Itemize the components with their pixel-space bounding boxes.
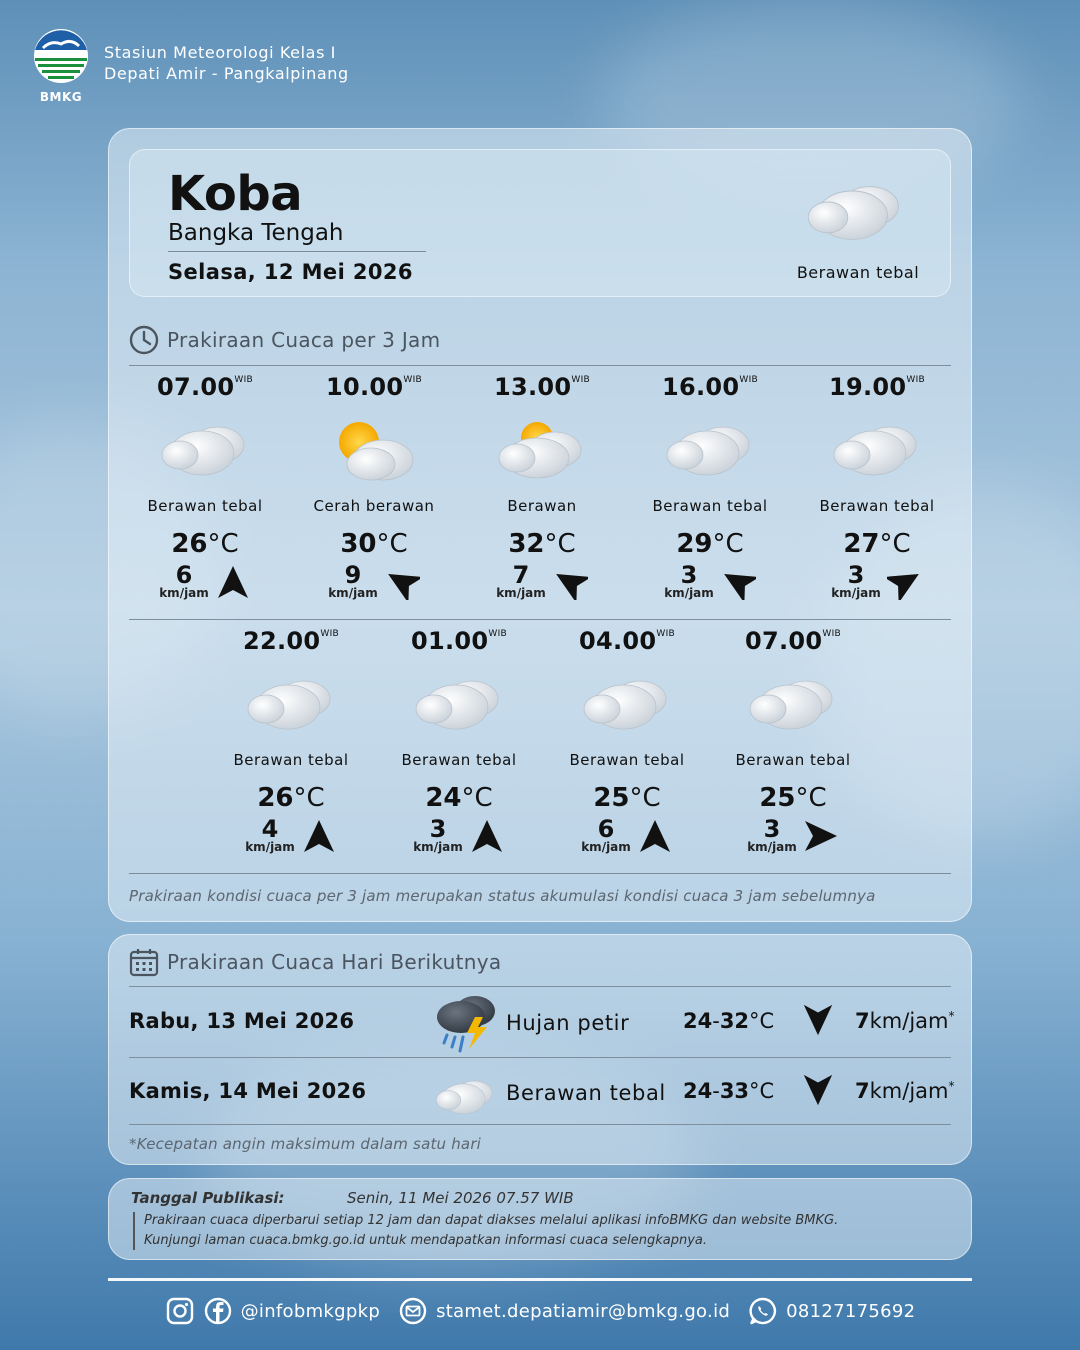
daily-item: [129, 987, 955, 1057]
daily-temperature: 24-33°C: [683, 1079, 775, 1103]
daily-condition: Berawan tebal: [506, 1081, 666, 1105]
thunderstorm-icon: [433, 991, 499, 1059]
publication-line-1: Prakiraan cuaca diperbarui setiap 12 jam dan dapat diakses melalui aplikasi infoBMKG dan website BMKG.: [144, 1213, 839, 1228]
footer-divider: [108, 1278, 972, 1281]
daily-temperature: 24-32°C: [683, 1009, 775, 1033]
wind-unit: km/jam: [581, 840, 631, 854]
hourly-title: [129, 325, 440, 355]
forecast-time: $19.00^{WIB}$: [828, 373, 926, 401]
forecast-condition: Berawan tebal: [147, 497, 263, 515]
divider: [168, 251, 426, 252]
daily-note: *Kecepatan angin maksimum dalam satu hari: [129, 1135, 482, 1153]
station-line-1: Stasiun Meteorologi Kelas I: [104, 43, 337, 62]
forecast-condition: Berawan tebal: [401, 751, 517, 769]
city-name: Koba: [168, 166, 303, 222]
forecast-temperature: 25°C: [593, 783, 661, 813]
regency-name: Bangka Tengah: [168, 220, 344, 246]
sun-small-cloud-icon: [458, 417, 626, 485]
hourly-item: [207, 627, 375, 859]
forecast-time: $07.00^{WIB}$: [156, 373, 254, 401]
station-name: [104, 42, 349, 84]
forecast-wind: [543, 817, 711, 859]
logo-text: BMKG: [39, 90, 83, 104]
today-date: Selasa, 12 Mei 2026: [168, 260, 413, 284]
forecast-wind: [121, 563, 289, 605]
wind-unit: km/jam: [831, 586, 881, 600]
forecast-time: $13.00^{WIB}$: [493, 373, 591, 401]
wind-speed: 3: [429, 815, 447, 843]
divider: [129, 1057, 951, 1058]
forecast-time: $04.00^{WIB}$: [578, 627, 676, 655]
cloud-icon: [793, 417, 961, 485]
hourly-item: [626, 373, 794, 605]
station-line-2: Depati Amir - Pangkalpinang: [104, 64, 349, 83]
email-icon[interactable]: [398, 1296, 428, 1326]
forecast-condition: Berawan tebal: [819, 497, 935, 515]
social-handle[interactable]: @infobmkgpkp: [240, 1300, 381, 1322]
forecast-temperature: 24°C: [425, 783, 493, 813]
cloud-icon: [709, 671, 877, 739]
hourly-title-text: Prakiraan Cuaca per 3 Jam: [167, 328, 441, 352]
wind-unit: km/jam: [664, 586, 714, 600]
daily-item: [129, 1057, 955, 1127]
quote-bar: [133, 1212, 135, 1250]
wind-unit: km/jam: [496, 586, 546, 600]
bmkg-logo: [32, 28, 90, 104]
facebook-icon[interactable]: [203, 1296, 233, 1326]
forecast-wind: [375, 817, 543, 859]
forecast-temperature: 29°C: [676, 529, 744, 559]
wind-direction-arrow-icon: [552, 564, 588, 600]
forecast-temperature: 26°C: [257, 783, 325, 813]
cloud-icon: [435, 1077, 496, 1122]
forecast-time: $22.00^{WIB}$: [242, 627, 340, 655]
today-condition: Berawan tebal: [796, 263, 920, 282]
cloud-icon: [626, 417, 794, 485]
cloud-icon: [207, 671, 375, 739]
daily-wind: 7km/jam*: [855, 1079, 955, 1103]
publication-label: Tanggal Publikasi:: [131, 1189, 285, 1207]
hourly-item: [290, 373, 458, 605]
wind-direction-arrow-icon: [215, 564, 251, 600]
instagram-icon[interactable]: [165, 1296, 195, 1326]
wind-speed: 3: [847, 561, 865, 589]
clock-icon: [129, 325, 159, 355]
daily-date: Rabu, 13 Mei 2026: [129, 1009, 355, 1033]
main-panel: [108, 128, 972, 922]
wind-direction-arrow-icon: [637, 818, 673, 854]
divider: [129, 619, 951, 620]
wind-direction-arrow-icon: [384, 564, 420, 600]
publication-date: Senin, 11 Mei 2026 07.57 WIB: [347, 1189, 574, 1207]
wind-speed: 3: [763, 815, 781, 843]
wind-speed: 9: [344, 561, 362, 589]
sun-behind-cloud-icon: [290, 417, 458, 485]
divider: [129, 1124, 951, 1125]
forecast-temperature: 27°C: [843, 529, 911, 559]
wind-direction-arrow-icon: [469, 818, 505, 854]
wind-unit: km/jam: [413, 840, 463, 854]
hourly-item: [543, 627, 711, 859]
calendar-icon: [129, 947, 159, 977]
wind-unit: km/jam: [159, 586, 209, 600]
forecast-temperature: 32°C: [508, 529, 576, 559]
forecast-time: $16.00^{WIB}$: [661, 373, 759, 401]
forecast-wind: [793, 563, 961, 605]
forecast-temperature: 26°C: [171, 529, 239, 559]
header: [32, 28, 349, 104]
wind-unit: km/jam: [328, 586, 378, 600]
forecast-condition: Berawan tebal: [652, 497, 768, 515]
email-address[interactable]: stamet.depatiamir@bmkg.go.id: [436, 1300, 731, 1322]
forecast-wind: [626, 563, 794, 605]
daily-panel: [108, 934, 972, 1165]
forecast-temperature: 30°C: [340, 529, 408, 559]
footer: [0, 1296, 1080, 1326]
forecast-temperature: 25°C: [759, 783, 827, 813]
hourly-item: [121, 373, 289, 605]
forecast-wind: [290, 563, 458, 605]
wind-speed: 7: [512, 561, 530, 589]
wind-speed: 3: [680, 561, 698, 589]
phone-number[interactable]: 08127175692: [786, 1300, 916, 1322]
forecast-condition: Berawan tebal: [735, 751, 851, 769]
wind-unit: km/jam: [747, 840, 797, 854]
forecast-condition: Berawan tebal: [233, 751, 349, 769]
divider: [129, 365, 951, 366]
hourly-item: [709, 627, 877, 859]
forecast-wind: [207, 817, 375, 859]
forecast-condition: Cerah berawan: [313, 497, 435, 515]
forecast-time: $10.00^{WIB}$: [325, 373, 423, 401]
cloud-icon: [375, 671, 543, 739]
wind-direction-arrow-icon: [301, 818, 337, 854]
cloud-icon: [543, 671, 711, 739]
wind-speed: 4: [261, 815, 279, 843]
forecast-wind: [709, 817, 877, 859]
cloud-icon: [121, 417, 289, 485]
publication-panel: [108, 1178, 972, 1260]
divider: [129, 873, 951, 874]
daily-wind: 7km/jam*: [855, 1009, 955, 1033]
publication-line-2: Kunjungi laman cuaca.bmkg.go.id untuk mendapatkan informasi cuaca selengkapnya.: [144, 1233, 707, 1248]
forecast-condition: Berawan tebal: [569, 751, 685, 769]
daily-title: [129, 947, 501, 977]
wind-direction-arrow-icon: [720, 564, 756, 600]
today-weather-icon: [806, 180, 905, 250]
forecast-wind: [458, 563, 626, 605]
bmkg-logo-icon: [33, 28, 89, 84]
hourly-note: Prakiraan kondisi cuaca per 3 jam merupakan status akumulasi kondisi cuaca 3 jam sebelumnya: [129, 887, 876, 905]
wind-direction-arrow-icon: [801, 1003, 835, 1037]
wind-speed: 6: [175, 561, 193, 589]
wind-direction-arrow-icon: [803, 818, 839, 854]
wind-speed: 6: [597, 815, 615, 843]
forecast-time: $07.00^{WIB}$: [744, 627, 842, 655]
wind-direction-arrow-icon: [887, 564, 923, 600]
daily-date: Kamis, 14 Mei 2026: [129, 1079, 367, 1103]
daily-title-text: Prakiraan Cuaca Hari Berikutnya: [167, 950, 502, 974]
forecast-time: $01.00^{WIB}$: [410, 627, 508, 655]
forecast-condition: Berawan: [507, 497, 577, 515]
hourly-item: [793, 373, 961, 605]
hourly-item: [458, 373, 626, 605]
wind-unit: km/jam: [245, 840, 295, 854]
daily-condition: Hujan petir: [506, 1011, 630, 1035]
location-box: [129, 149, 951, 297]
hourly-item: [375, 627, 543, 859]
wind-direction-arrow-icon: [801, 1073, 835, 1107]
whatsapp-icon[interactable]: [748, 1296, 778, 1326]
